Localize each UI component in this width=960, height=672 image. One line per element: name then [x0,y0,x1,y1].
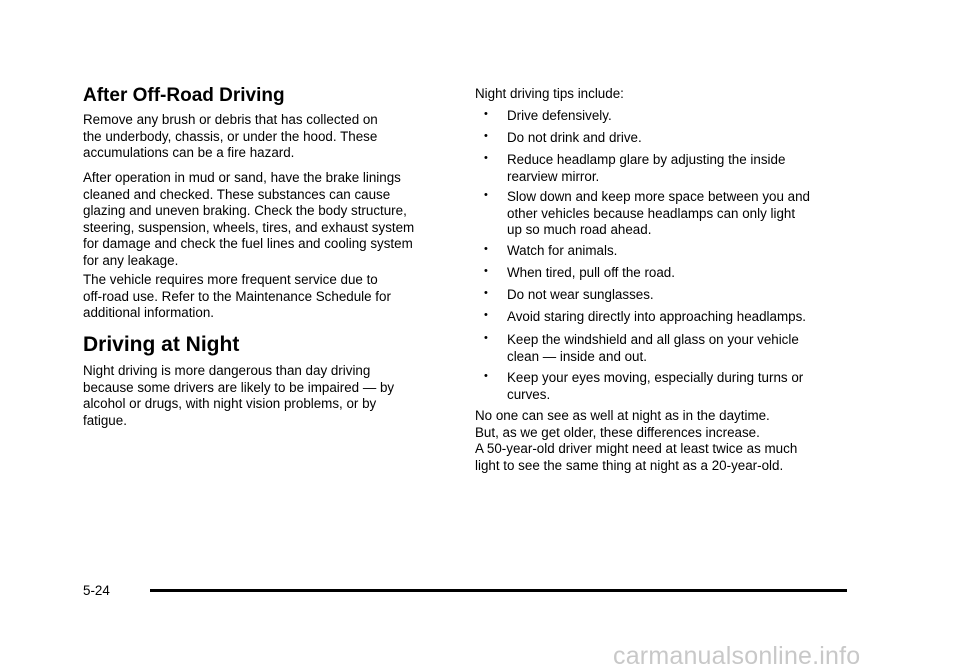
paragraph-night-intro: Night driving is more dangerous than day driving because some drivers are likely to be impaired — by alcohol or drugs, with night vision problems, or by fatigue. [83,363,395,428]
tip-text: Watch for animals. [507,243,618,258]
tip-text: When tired, pull off the road. [507,265,675,280]
bullet-icon: • [484,332,488,344]
watermark: carmanualsonline.info [613,642,861,670]
tip-text: Reduce headlamp glare by adjusting the inside rearview mirror. [507,152,786,184]
paragraph-service: The vehicle requires more frequent service due to off-road use. Refer to the Maintenance Schedule for additional information. [83,272,391,320]
tip-text: Drive defensively. [507,108,612,123]
bullet-icon: • [484,243,488,255]
section-heading-after-offroad: After Off-Road Driving [83,85,285,106]
tip-text: Keep the windshield and all glass on your vehicle clean — inside and out. [507,332,799,364]
tip-text: Do not drink and drive. [507,130,642,145]
page-number: 5-24 [83,583,110,598]
bullet-icon: • [484,287,488,299]
paragraph-mud-sand: After operation in mud or sand, have the brake linings cleaned and checked. These substances can cause glazing and uneven braking. Check the body structure, steering, suspension, wheels, tires, and exhaust system for damage and check the fuel lines and cooling system for any leakage. [83,170,415,268]
tip-text: Do not wear sunglasses. [507,287,654,302]
bullet-icon: • [484,189,488,201]
footer-rule [150,589,847,592]
bullet-icon: • [484,130,488,142]
bullet-icon: • [484,152,488,164]
bullet-icon: • [484,265,488,277]
bullet-icon: • [484,108,488,120]
tip-text: Slow down and keep more space between you and other vehicles because headlamps can only light up so much road ahead. [507,189,810,237]
tips-intro: Night driving tips include: [475,86,624,101]
paragraph-closing: No one can see as well at night as in the daytime. But, as we get older, these differences increase. A 50-year-old driver might need at least twice as much light to see the same thing at night as a 20-year-old. [475,408,798,473]
paragraph-debris: Remove any brush or debris that has collected on the underbody, chassis, or under the hood. These accumulations can be a fire hazard. [83,112,378,160]
bullet-icon: • [484,370,488,382]
section-heading-night-driving: Driving at Night [83,333,240,356]
bullet-icon: • [484,309,488,321]
tip-text: Avoid staring directly into approaching headlamps. [507,309,806,324]
tip-text: Keep your eyes moving, especially during turns or curves. [507,370,804,402]
